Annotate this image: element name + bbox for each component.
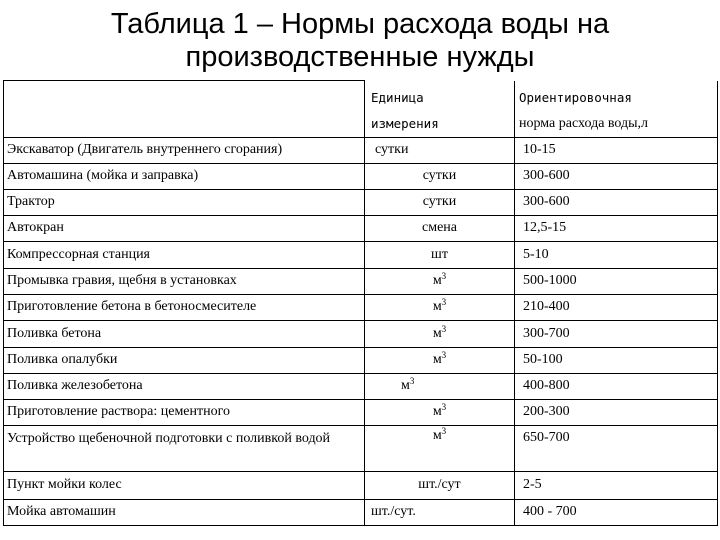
row-norm: 210-400 xyxy=(515,294,718,320)
table-row xyxy=(4,499,718,525)
unit-text: м xyxy=(432,352,442,367)
table-header-row xyxy=(4,81,718,138)
table-row xyxy=(4,163,718,189)
row-norm: 200-300 xyxy=(515,399,718,425)
row-unit: сутки xyxy=(365,163,515,189)
row-name: Мойка автомашин xyxy=(4,499,365,525)
row-name: Промывка гравия, щебня в установках xyxy=(4,268,365,294)
table-row xyxy=(4,425,718,471)
row-name: Компрессорная станция xyxy=(4,241,365,268)
header-name-cell xyxy=(4,81,365,138)
header-unit-line-2: измерения xyxy=(371,115,439,131)
row-unit: шт xyxy=(365,241,515,268)
row-unit: шт./сут. xyxy=(365,499,515,525)
header-norm-line-2: норма расхода воды,л xyxy=(519,115,649,131)
header-unit-line-1: Единица xyxy=(371,89,424,105)
row-norm: 400-800 xyxy=(515,373,718,399)
table-row xyxy=(4,320,718,347)
row-norm: 400 - 700 xyxy=(515,499,718,525)
row-name: Пункт мойки колес xyxy=(4,471,365,499)
table-row xyxy=(4,399,718,425)
unit-superscript: 3 xyxy=(441,271,447,281)
row-name: Автомашина (мойка и заправка) xyxy=(4,163,365,189)
row-unit: смена xyxy=(365,215,515,241)
table-row xyxy=(4,373,718,399)
table-row xyxy=(4,241,718,268)
row-name: Приготовление бетона в бетоносмесителе xyxy=(4,294,365,320)
row-unit xyxy=(365,373,515,399)
water-norms-table xyxy=(3,80,718,526)
row-unit xyxy=(365,268,515,294)
table-row xyxy=(4,215,718,241)
unit-superscript: 3 xyxy=(441,323,447,334)
row-norm: 650-700 xyxy=(515,425,718,471)
row-name: Поливка опалубки xyxy=(4,347,365,373)
row-name: Автокран xyxy=(4,215,365,241)
row-name: Трактор xyxy=(4,189,365,215)
table-row xyxy=(4,471,718,499)
unit-superscript: 3 xyxy=(409,376,415,386)
table-row xyxy=(4,268,718,294)
row-norm: 12,5-15 xyxy=(515,215,718,241)
row-norm: 500-1000 xyxy=(515,268,718,294)
unit-text: м xyxy=(401,378,410,393)
row-name: Экскаватор (Двигатель внутреннего сгорания) xyxy=(4,137,365,163)
row-name: Приготовление раствора: цементного xyxy=(4,399,365,425)
row-unit: шт./сут xyxy=(365,471,515,499)
title-line-1: Таблица 1 – Нормы расхода воды на xyxy=(110,8,610,40)
table-row xyxy=(4,347,718,373)
table-row xyxy=(4,137,718,163)
row-name: Поливка железобетона xyxy=(4,373,365,399)
header-unit-cell xyxy=(365,81,515,138)
row-unit: сутки xyxy=(365,189,515,215)
row-unit: сутки xyxy=(365,137,515,163)
header-norm-cell xyxy=(515,81,718,138)
unit-superscript: 3 xyxy=(441,402,447,412)
row-unit xyxy=(365,399,515,425)
title-line-2: производственные нужды xyxy=(185,41,535,73)
unit-text: м xyxy=(432,325,442,341)
header-norm-line-1: Ориентировочная xyxy=(519,89,632,105)
row-norm: 50-100 xyxy=(515,347,718,373)
row-unit xyxy=(365,320,515,347)
unit-superscript: 3 xyxy=(441,350,447,360)
row-name: Поливка бетона xyxy=(4,320,365,347)
page-title xyxy=(0,8,720,74)
row-norm: 300-700 xyxy=(515,320,718,347)
unit-text: м xyxy=(432,404,442,419)
row-norm: 300-600 xyxy=(515,163,718,189)
row-name: Устройство щебеночной подготовки с поливкой водой xyxy=(4,425,365,471)
unit-superscript: 3 xyxy=(441,425,447,436)
unit-superscript: 3 xyxy=(441,297,447,307)
row-norm: 5-10 xyxy=(515,241,718,268)
row-unit xyxy=(365,347,515,373)
unit-text: м xyxy=(432,427,442,443)
unit-text: м xyxy=(432,299,442,314)
row-norm: 2-5 xyxy=(515,471,718,499)
row-norm: 300-600 xyxy=(515,189,718,215)
row-norm: 10-15 xyxy=(515,137,718,163)
row-unit xyxy=(365,425,515,471)
table-row xyxy=(4,189,718,215)
row-unit xyxy=(365,294,515,320)
table-row xyxy=(4,294,718,320)
unit-text: м xyxy=(432,273,442,288)
